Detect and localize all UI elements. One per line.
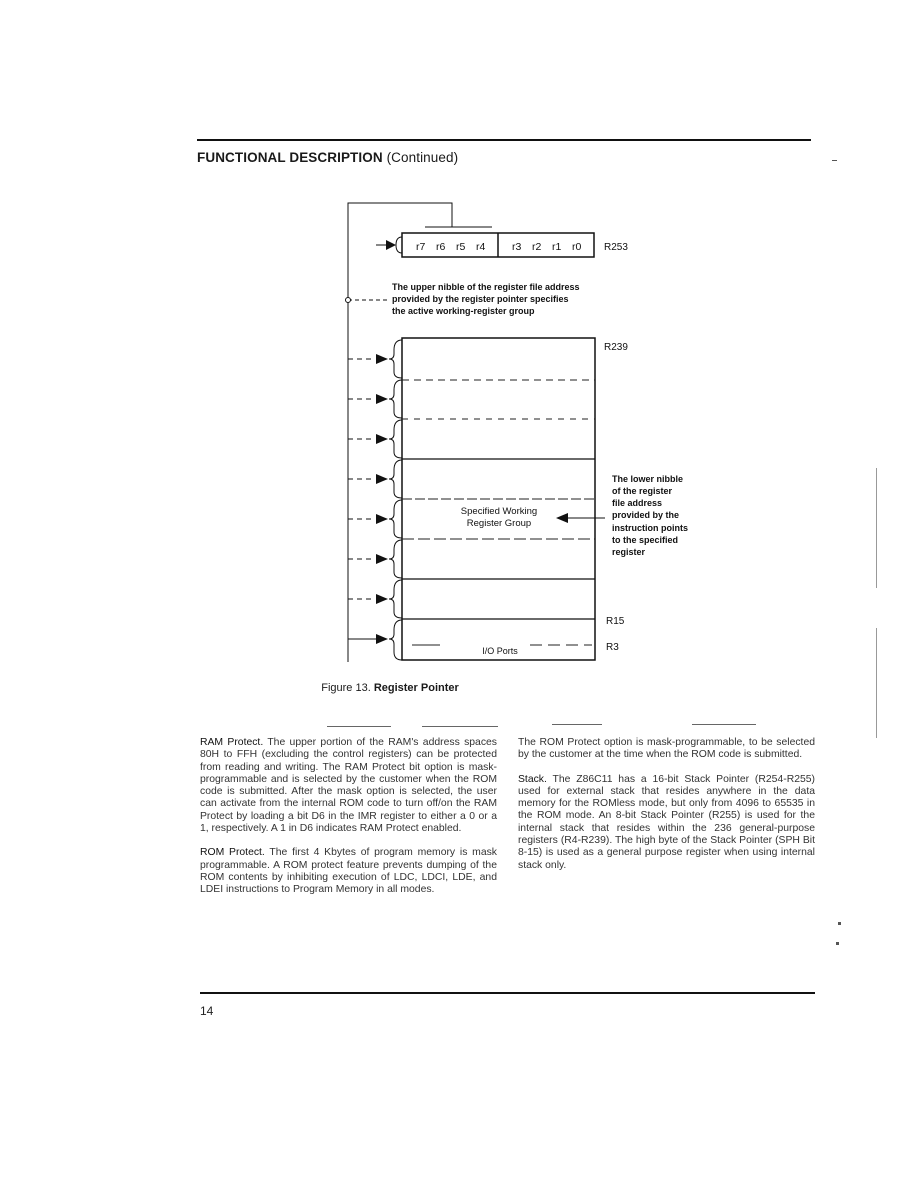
working-group-label-line-2: Register Group bbox=[466, 518, 532, 529]
register-r253-label: R253 bbox=[604, 242, 628, 253]
figure-caption bbox=[0, 682, 780, 694]
rom-protect-text: The first 4 Kbytes of program memory is mask programmable. A ROM protect feature prevents dumping of the ROM contents by inhibiting execution of LDC, LDCI, LDE, and LDEI instructions to Program Memory in all modes. bbox=[200, 847, 497, 896]
ram-protect-paragraph bbox=[200, 737, 497, 835]
bit-r4: r4 bbox=[476, 241, 486, 253]
bit-r5: r5 bbox=[456, 241, 466, 253]
scan-mark bbox=[836, 942, 839, 945]
register-r15-label: R15 bbox=[606, 616, 625, 627]
footer-rule bbox=[200, 992, 815, 994]
section-continued: (Continued) bbox=[386, 150, 459, 165]
figure-title: Register Pointer bbox=[373, 682, 459, 694]
rom-option-paragraph bbox=[518, 737, 815, 762]
column-top-rule-left-a bbox=[327, 726, 391, 727]
group-arrowheads bbox=[376, 354, 388, 644]
pointer-feedback-line bbox=[348, 203, 492, 662]
stack-text: The Z86C11 has a 16-bit Stack Pointer (R254-R255) used for external stack that resides anywhere in the data memory for the ROMless mode, but only from 4096 to 65535 in the ROM mode. An 8-bit Stack Pointer (R255) is used for the internal stack that resides within the 236 general-purpose registers (R4-R239). The high byte of the Stack Pointer (SPH Bit 8-15) is used as a general purpose register when using internal stack only. bbox=[518, 773, 815, 871]
ram-protect-heading: RAM Protect. bbox=[200, 737, 264, 748]
working-group-arrows bbox=[348, 340, 402, 660]
bit-r2: r2 bbox=[532, 241, 542, 253]
bit-r1: r1 bbox=[552, 241, 562, 253]
page-number: 14 bbox=[200, 1004, 214, 1018]
lower-nibble-note-line-2: of the register bbox=[612, 486, 673, 496]
io-ports-label: I/O Ports bbox=[482, 646, 518, 656]
bit-r0: r0 bbox=[572, 241, 582, 253]
stack-heading: Stack. bbox=[518, 773, 547, 785]
lower-nibble-note-line-7: register bbox=[612, 547, 646, 557]
working-group-label-line-1: Specified Working bbox=[460, 506, 538, 517]
body-column-left bbox=[200, 737, 497, 909]
upper-nibble-note-line-3: the active working-register group bbox=[392, 306, 535, 316]
bit-r3: r3 bbox=[512, 241, 522, 253]
bit-r6: r6 bbox=[436, 241, 446, 253]
stack-paragraph bbox=[518, 774, 815, 872]
scan-mark bbox=[838, 922, 841, 925]
lower-nibble-note-line-4: provided by the bbox=[612, 510, 680, 520]
register-file bbox=[402, 338, 595, 660]
lower-nibble-note-line-3: file address bbox=[612, 498, 663, 508]
register-r239-label: R239 bbox=[604, 342, 628, 353]
ram-protect-text: The upper portion of the RAM's address spaces 80H to FFH (excluding the control registers) can be protected from reading and writing. The RAM Protect bit option is mask-programmable and is selected by the customer when the ROM code is submitted. After the mask option is selected, the user can activate from the internal ROM code to turn off/on the RAM Protect by loading a bit D6 in the IMR register to either a 0 or a 1, respectively. A 1 in D6 indicates RAM Protect enabled. bbox=[200, 737, 497, 835]
column-top-rule-left-b bbox=[422, 726, 498, 727]
lower-nibble-note-line-6: to the specified bbox=[612, 535, 679, 545]
body-column-right bbox=[518, 737, 815, 884]
scan-mark bbox=[876, 468, 877, 588]
lower-nibble-note-line-5: instruction points bbox=[612, 523, 688, 533]
column-top-rule-right-a bbox=[552, 724, 602, 725]
rom-protect-heading: ROM Protect. bbox=[200, 847, 265, 859]
scan-mark bbox=[876, 628, 877, 738]
figure-label: Figure 13. bbox=[321, 682, 371, 694]
register-r3-label: R3 bbox=[606, 642, 619, 653]
scan-mark bbox=[832, 160, 837, 161]
section-title: FUNCTIONAL DESCRIPTION bbox=[197, 150, 383, 165]
upper-nibble-note-line-1: The upper nibble of the register file address bbox=[392, 282, 580, 292]
upper-nibble-note-line-2: provided by the register pointer specifies bbox=[392, 294, 569, 304]
rom-option-text: The ROM Protect option is mask-programmable, to be selected by the customer at the time when the ROM code is submitted. bbox=[518, 737, 815, 761]
rom-protect-paragraph bbox=[200, 847, 497, 896]
bit-r7: r7 bbox=[416, 241, 426, 253]
lower-nibble-note-line-1: The lower nibble bbox=[612, 474, 684, 484]
column-top-rule-right-b bbox=[692, 724, 756, 725]
